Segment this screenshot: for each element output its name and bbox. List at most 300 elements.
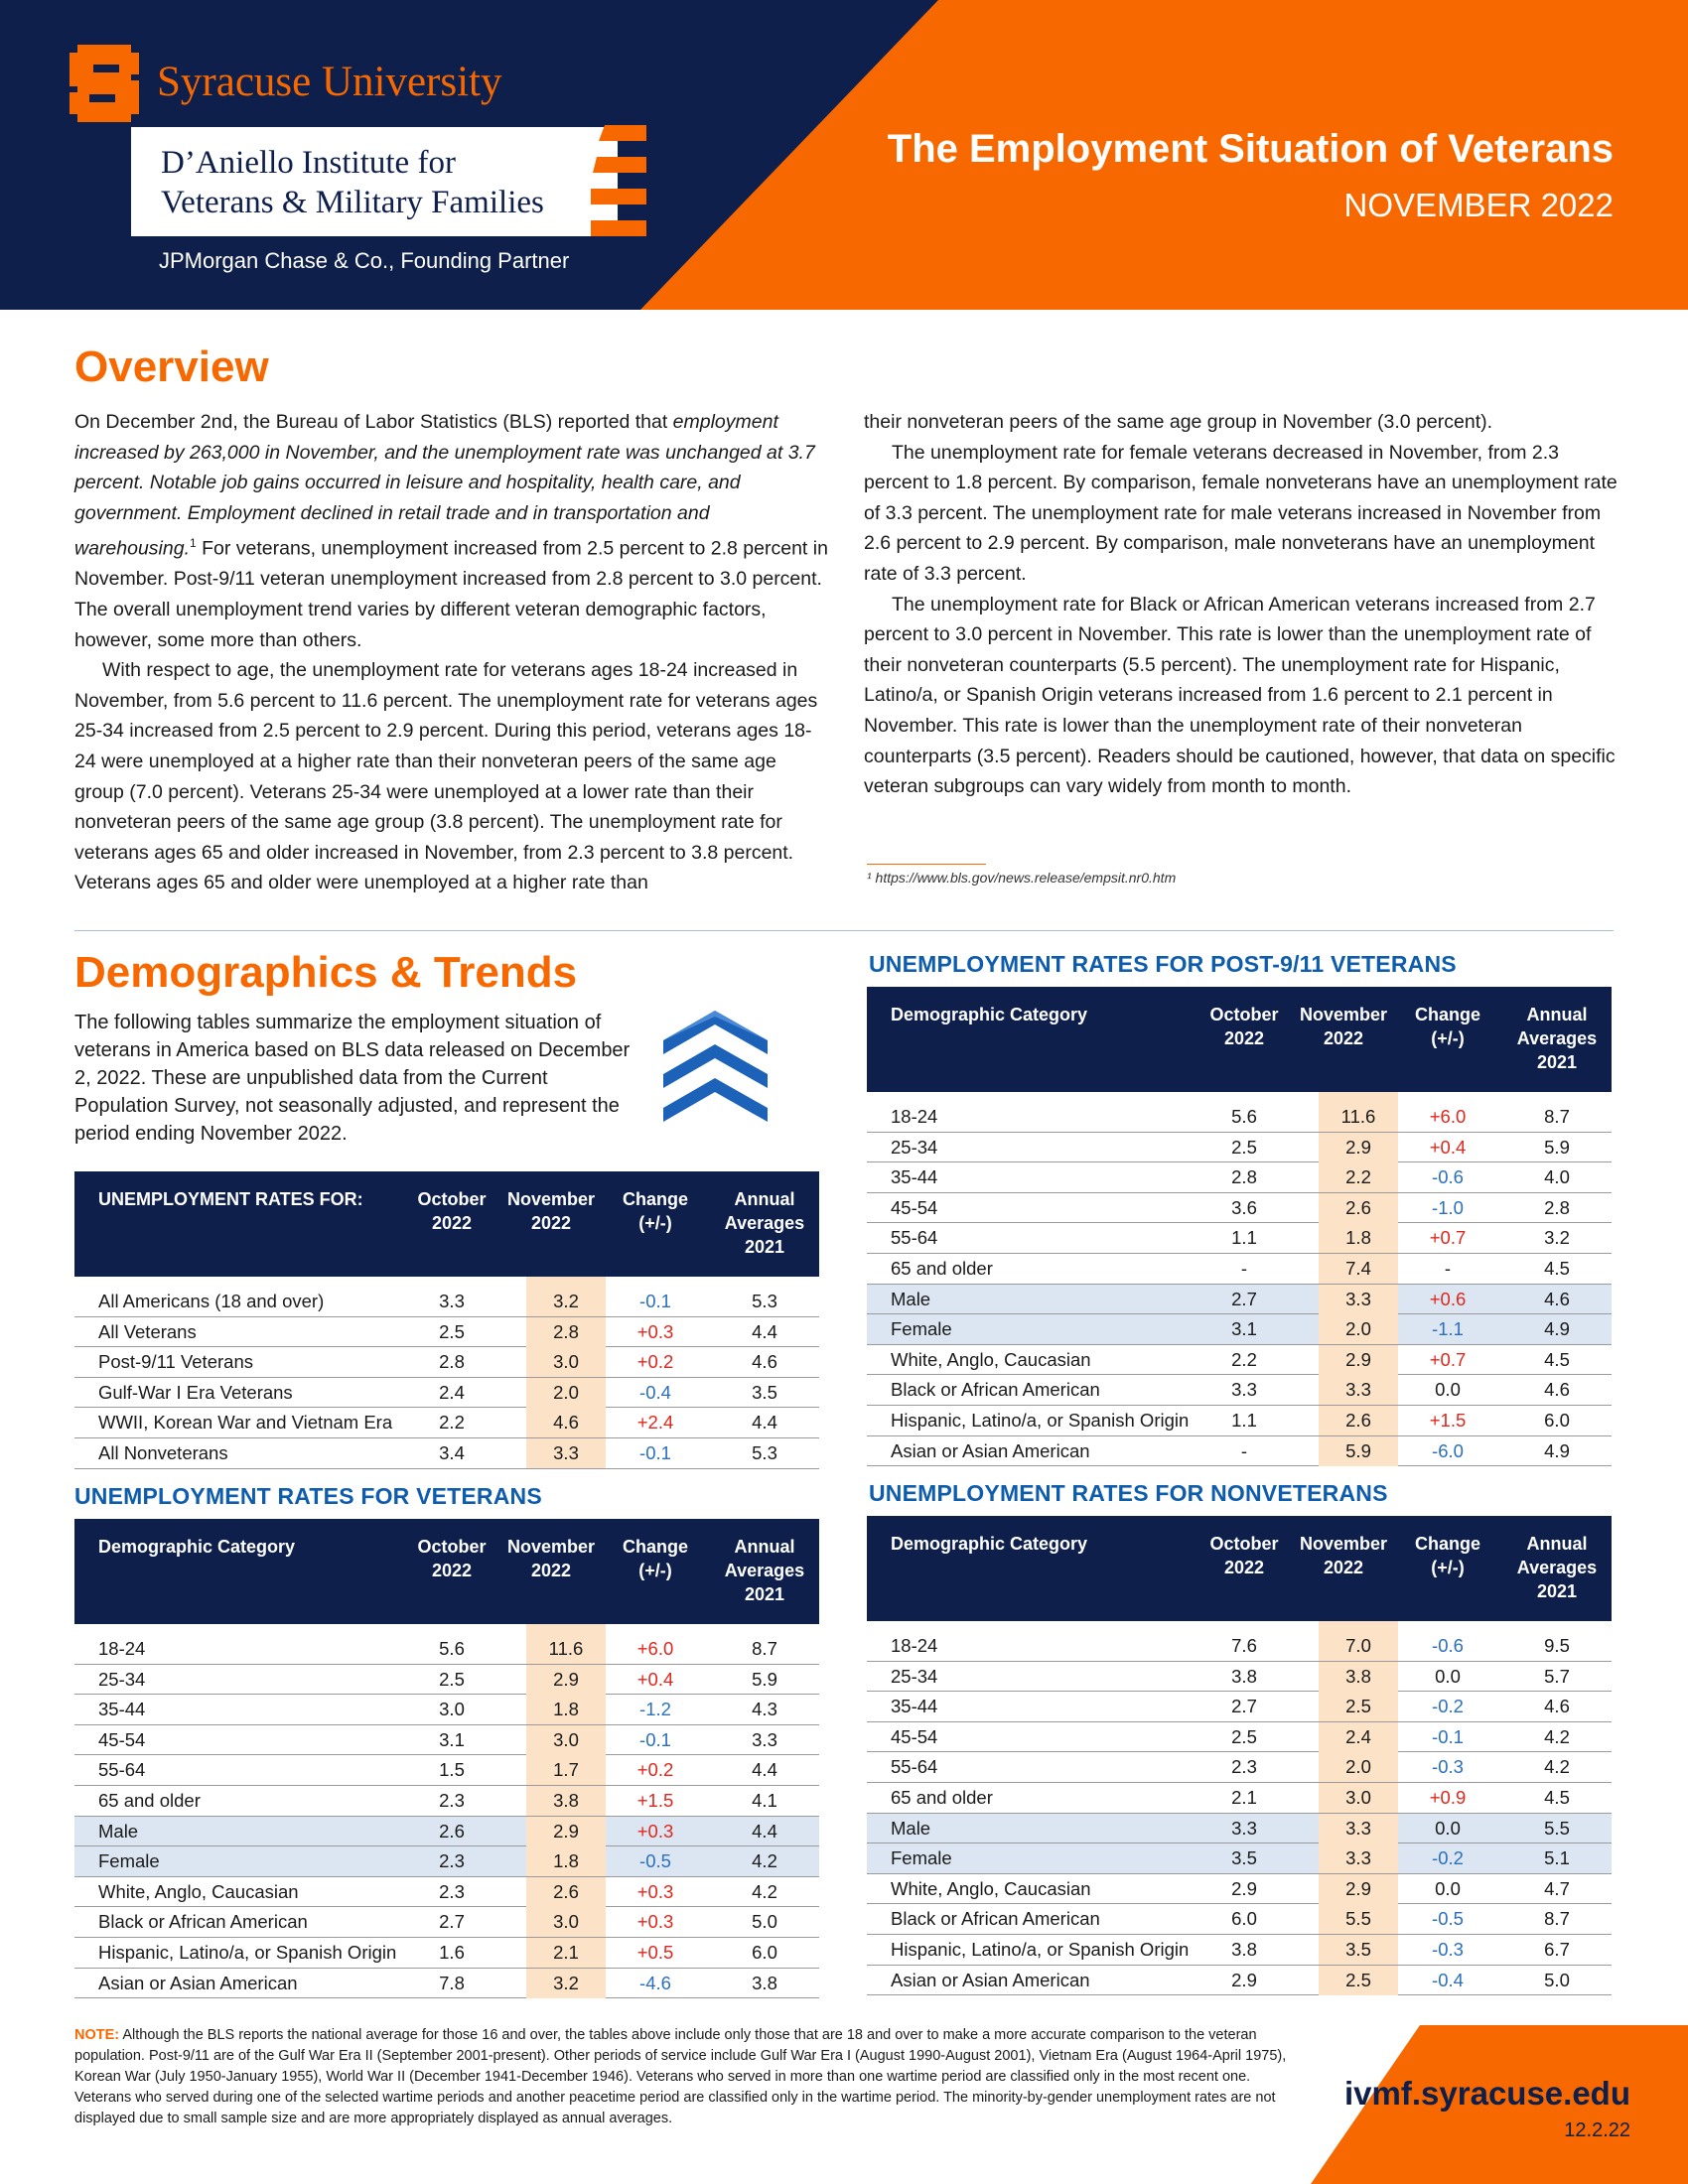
november-cell: 2.0 (526, 1378, 606, 1408)
annual-average-cell: 2.8 (1544, 1196, 1570, 1218)
column-header (891, 1532, 1087, 1556)
change-cell: -4.6 (639, 1972, 671, 1993)
november-cell: 7.0 (1319, 1631, 1398, 1661)
category-cell: Black or African American (98, 1911, 308, 1933)
column-header-line: October (417, 1537, 487, 1557)
column-header-line: November (1299, 1005, 1388, 1024)
highlight-cell (1319, 1621, 1398, 1631)
table-row (74, 1725, 819, 1756)
category-cell: Hispanic, Latino/a, or Spanish Origin (891, 1409, 1190, 1431)
category-cell: All Veterans (98, 1320, 197, 1342)
october-cell: 3.8 (1231, 1665, 1257, 1687)
change-cell: -0.1 (1432, 1725, 1464, 1747)
annual-average-cell: 4.1 (752, 1789, 777, 1811)
column-header (710, 1187, 819, 1259)
change-cell: -0.5 (639, 1850, 671, 1872)
october-cell: 2.7 (1231, 1288, 1257, 1309)
university-name: Syracuse University (157, 59, 502, 105)
institute-stripes-icon (591, 125, 646, 238)
november-cell: 3.8 (1319, 1662, 1398, 1692)
change-cell: - (1444, 1257, 1452, 1279)
category-cell: 55-64 (891, 1227, 938, 1249)
category-cell: 25-34 (98, 1668, 146, 1690)
annual-average-cell: 5.9 (1544, 1136, 1570, 1158)
column-header-line: Change (622, 1537, 688, 1557)
table-row (867, 1722, 1612, 1753)
change-cell: +0.2 (636, 1351, 674, 1373)
annual-average-cell: 4.4 (752, 1759, 777, 1781)
november-cell: 1.8 (1319, 1223, 1398, 1253)
october-cell: 3.3 (1231, 1817, 1257, 1839)
column-header-line: Demographic Category (98, 1537, 296, 1557)
table-row (74, 1378, 819, 1409)
category-cell: 35-44 (891, 1696, 938, 1717)
change-cell: -0.3 (1432, 1938, 1464, 1960)
overview-right-column (864, 407, 1618, 802)
overview-paragraph: With respect to age, the unemployment rate for veterans ages 18-24 increased in November, from 5.6 percent to 11.6 percent. The unemployment rate for veterans ages 25-34 increased from 2.5 percent to 2.9 percent. During this period, veterans ages 18-24 were unemployed at a higher rate than their nonveteran peers of the same age group (7.0 percent). Veterans 25-34 were unemployed at a lower rate than their nonveteran peers of the same age group (3.8 percent). The unemployment rate for veterans ages 65 and older increased in November, from 2.3 percent to 3.8 percent. Veterans ages 65 and older were unemployed at a higher rate than (74, 659, 818, 894)
november-cell: 2.1 (526, 1938, 606, 1968)
november-cell: 3.8 (526, 1786, 606, 1816)
november-cell: 3.0 (526, 1347, 606, 1377)
change-cell: +0.4 (636, 1668, 674, 1690)
category-cell: WWII, Korean War and Vietnam Era (98, 1412, 393, 1433)
table-row (74, 1846, 819, 1877)
column-header (1199, 1003, 1289, 1050)
november-cell: 3.3 (1319, 1285, 1398, 1314)
column-header (891, 1003, 1087, 1026)
category-cell: Hispanic, Latino/a, or Spanish Origin (98, 1941, 397, 1963)
highlight-cell (526, 1277, 606, 1287)
october-cell: 3.0 (439, 1699, 465, 1720)
october-cell: 5.6 (1231, 1106, 1257, 1127)
overview-paragraph: The unemployment rate for female veterans decreased in November, from 2.3 percent to 1.8 percent. By comparison, female nonveterans have an unemployment rate of 3.3 percent. The unemployment rate for male veterans increased in November from 2.6 percent to 2.9 percent. By comparison, male nonveterans have an unemployment rate of 3.3 percent. (864, 441, 1618, 585)
table-row (867, 1375, 1612, 1406)
november-cell: 2.9 (1319, 1133, 1398, 1162)
column-header-line: Demographic Category (891, 1534, 1088, 1554)
october-cell: 2.8 (1231, 1166, 1257, 1188)
footnote-divider (867, 864, 986, 865)
table-row (867, 1814, 1612, 1844)
overview-left-column (74, 407, 829, 898)
publication-date: 12.2.22 (1564, 2119, 1630, 2141)
table-row (867, 1692, 1612, 1722)
category-cell: Gulf-War I Era Veterans (98, 1381, 293, 1403)
category-cell: Male (891, 1817, 931, 1839)
change-cell: -0.1 (639, 1291, 671, 1311)
overview-text: For veterans, unemployment increased from 2.5 percent to 2.8 percent in November. Post-9/11 veteran unemployment increased from 2.8 percent to 3.0 percent. The overall unemployment trend varies by different veteran demographic factors, however, some more than others. (74, 537, 828, 651)
overview-paragraph: their nonveteran peers of the same age group in November (3.0 percent). (864, 411, 1493, 433)
column-header-line: 2022 (1323, 1558, 1364, 1577)
column-header-line: Change (622, 1189, 688, 1209)
november-cell: 7.4 (1319, 1254, 1398, 1284)
report-date: NOVEMBER 2022 (1343, 187, 1614, 223)
change-cell: -0.1 (639, 1441, 671, 1463)
november-cell: 3.3 (1319, 1843, 1398, 1873)
change-cell: -0.3 (1432, 1756, 1464, 1778)
november-cell: 3.0 (526, 1907, 606, 1937)
november-cell: 1.8 (526, 1846, 606, 1876)
october-cell: 2.5 (439, 1668, 465, 1690)
column-header-line: October (1209, 1534, 1279, 1554)
table-row (74, 1695, 819, 1725)
annual-average-cell: 4.5 (1544, 1348, 1570, 1370)
november-cell: 2.8 (526, 1317, 606, 1347)
column-header-line: Averages (1516, 1558, 1598, 1577)
october-cell: 7.8 (439, 1972, 465, 1993)
annual-average-cell: 4.9 (1544, 1318, 1570, 1340)
column-header (1398, 1532, 1497, 1579)
column-header-line: (+/-) (1431, 1028, 1465, 1048)
column-header (98, 1187, 363, 1211)
change-cell: +0.6 (1429, 1288, 1467, 1309)
change-cell: +0.2 (636, 1759, 674, 1781)
category-cell: 35-44 (891, 1166, 938, 1188)
table-row (867, 1285, 1612, 1315)
column-header-line: 2021 (744, 1584, 785, 1604)
category-cell: 65 and older (891, 1257, 993, 1279)
table-row (74, 1817, 819, 1847)
change-cell: +0.3 (636, 1320, 674, 1342)
category-cell: Asian or Asian American (98, 1972, 298, 1993)
column-header-line: 2021 (1536, 1581, 1578, 1601)
november-cell: 2.6 (1319, 1193, 1398, 1223)
column-header-line: Demographic Category (891, 1005, 1088, 1024)
table-spacer (867, 1621, 1612, 1631)
annual-average-cell: 4.2 (1544, 1725, 1570, 1747)
column-header (496, 1535, 606, 1582)
november-cell: 3.5 (1319, 1935, 1398, 1965)
november-cell: 2.9 (1319, 1874, 1398, 1904)
change-cell: 0.0 (1435, 1817, 1461, 1839)
nonveterans-unemployment-table (867, 1516, 1612, 1995)
category-cell: Female (891, 1318, 952, 1340)
change-cell: +0.9 (1429, 1786, 1467, 1808)
annual-average-cell: 5.0 (1544, 1969, 1570, 1990)
november-cell: 3.3 (1319, 1375, 1398, 1405)
category-cell: White, Anglo, Caucasian (891, 1877, 1091, 1899)
column-header-line: Averages (1516, 1028, 1598, 1048)
category-cell: Hispanic, Latino/a, or Spanish Origin (891, 1938, 1190, 1960)
column-header (1502, 1003, 1612, 1074)
october-cell: 2.1 (1231, 1786, 1257, 1808)
table-row (74, 1438, 819, 1469)
october-cell: 3.8 (1231, 1938, 1257, 1960)
footnote-ref: 1 (190, 536, 197, 551)
table-row (867, 1874, 1612, 1905)
november-cell: 1.7 (526, 1755, 606, 1785)
table-row (74, 1408, 819, 1438)
change-cell: -1.0 (1432, 1196, 1464, 1218)
annual-average-cell: 5.0 (752, 1911, 777, 1933)
annual-average-cell: 4.7 (1544, 1877, 1570, 1899)
summary-unemployment-table (74, 1171, 819, 1469)
category-cell: Female (891, 1847, 952, 1869)
category-cell: 55-64 (98, 1759, 146, 1781)
category-cell: Asian or Asian American (891, 1439, 1090, 1461)
column-header-line: October (417, 1189, 487, 1209)
table-row (74, 1877, 819, 1908)
change-cell: -6.0 (1432, 1439, 1464, 1461)
table-row (74, 1907, 819, 1938)
column-header (606, 1535, 705, 1582)
change-cell: -0.4 (1432, 1969, 1464, 1990)
table-row (74, 1938, 819, 1969)
table-row (867, 1162, 1612, 1193)
table-body (74, 1277, 819, 1469)
table-row (867, 1843, 1612, 1874)
october-cell: 3.1 (439, 1728, 465, 1750)
november-cell: 3.3 (1319, 1814, 1398, 1843)
column-header-line: Change (1414, 1005, 1480, 1024)
october-cell: 1.1 (1231, 1409, 1257, 1431)
october-cell: 2.3 (439, 1789, 465, 1811)
annual-average-cell: 4.6 (752, 1351, 777, 1373)
chevron-up-icon (663, 1011, 768, 1135)
table-row (867, 1314, 1612, 1345)
table-row (74, 1634, 819, 1665)
overview-italic-text: employment increased by 263,000 in November, and the unemployment rate was unchanged at 3.7 percent. Notable job gains occurred in leisure and hospitality, health care, and government. Employment declined in retail trade and in transportation and warehousing. (74, 411, 815, 560)
column-header (1398, 1003, 1497, 1050)
october-cell: 5.6 (439, 1638, 465, 1659)
october-cell: 2.5 (1231, 1136, 1257, 1158)
november-cell: 2.9 (526, 1817, 606, 1846)
annual-average-cell: 5.5 (1544, 1817, 1570, 1839)
overview-text: On December 2nd, the Bureau of Labor Statistics (BLS) reported that (74, 411, 673, 433)
change-cell: -0.4 (639, 1381, 671, 1403)
highlight-cell (526, 1624, 606, 1634)
institute-logo-box (131, 127, 618, 236)
table-row (867, 1752, 1612, 1783)
category-cell: 45-54 (891, 1196, 938, 1218)
october-cell: 3.1 (1231, 1318, 1257, 1340)
annual-average-cell: 6.7 (1544, 1938, 1570, 1960)
table-row (867, 1254, 1612, 1285)
column-header-line: (+/-) (638, 1213, 672, 1233)
note-label: NOTE: (74, 2027, 120, 2043)
table-row (867, 1133, 1612, 1163)
change-cell: -0.5 (1432, 1908, 1464, 1930)
category-cell: Male (98, 1820, 139, 1842)
change-cell: -1.2 (639, 1699, 671, 1720)
column-header (407, 1535, 496, 1582)
november-cell: 5.5 (1319, 1904, 1398, 1934)
column-header-line: November (506, 1189, 596, 1209)
table-row (867, 1966, 1612, 1996)
table-row (867, 1935, 1612, 1966)
table-row (867, 1345, 1612, 1376)
report-title: The Employment Situation of Veterans (887, 127, 1614, 171)
table-spacer (74, 1624, 819, 1634)
november-cell: 3.0 (1319, 1783, 1398, 1813)
change-cell: +0.3 (636, 1880, 674, 1902)
table-row (867, 1662, 1612, 1693)
post911-unemployment-table (867, 987, 1612, 1466)
column-header (496, 1187, 606, 1235)
table-body (867, 1092, 1612, 1466)
column-header-line: October (1209, 1005, 1279, 1024)
table-row (74, 1287, 819, 1317)
table-row (867, 1223, 1612, 1254)
table-row (74, 1755, 819, 1786)
column-header (710, 1535, 819, 1606)
column-header-line: 2022 (1223, 1028, 1265, 1048)
change-cell: -0.1 (639, 1728, 671, 1750)
annual-average-cell: 4.4 (752, 1320, 777, 1342)
category-cell: 45-54 (891, 1725, 938, 1747)
annual-average-cell: 4.6 (1544, 1379, 1570, 1401)
annual-average-cell: 5.1 (1544, 1847, 1570, 1869)
annual-average-cell: 3.8 (752, 1972, 777, 1993)
november-cell: 2.6 (1319, 1406, 1398, 1435)
veterans-unemployment-table (74, 1519, 819, 1998)
category-cell: Black or African American (891, 1908, 1100, 1930)
change-cell: 0.0 (1435, 1665, 1461, 1687)
annual-average-cell: 4.2 (752, 1880, 777, 1902)
change-cell: -0.2 (1432, 1847, 1464, 1869)
change-cell: -0.6 (1432, 1635, 1464, 1656)
change-cell: 0.0 (1435, 1877, 1461, 1899)
change-cell: +0.3 (636, 1911, 674, 1933)
category-cell: White, Anglo, Caucasian (98, 1880, 299, 1902)
annual-average-cell: 6.0 (1544, 1409, 1570, 1431)
column-header-line: (+/-) (1431, 1558, 1465, 1577)
column-header-line: Change (1414, 1534, 1480, 1554)
annual-average-cell: 5.9 (752, 1668, 777, 1690)
annual-average-cell: 4.0 (1544, 1166, 1570, 1188)
november-cell: 2.2 (1319, 1162, 1398, 1192)
change-cell: +1.5 (1429, 1409, 1467, 1431)
column-header-line: 2022 (530, 1213, 572, 1233)
november-cell: 3.2 (526, 1969, 606, 1998)
october-cell: 6.0 (1231, 1908, 1257, 1930)
table-row (867, 1193, 1612, 1224)
institute-name (161, 143, 544, 222)
table-row (867, 1436, 1612, 1467)
category-cell: Black or African American (891, 1379, 1100, 1401)
column-header-line: 2022 (530, 1561, 572, 1580)
category-cell: Female (98, 1850, 160, 1872)
october-cell: 2.8 (439, 1351, 465, 1373)
annual-average-cell: 5.7 (1544, 1665, 1570, 1687)
change-cell: 0.0 (1435, 1379, 1461, 1401)
november-cell: 11.6 (526, 1634, 606, 1664)
table-row (74, 1786, 819, 1817)
table-body (74, 1624, 819, 1998)
october-cell: 2.5 (439, 1320, 465, 1342)
column-header-line: (+/-) (638, 1561, 672, 1580)
note-text: Although the BLS reports the national average for those 16 and over, the tables above include only those that are 18 and over to make a more accurate comparison to the veteran population. Post-9/11 are of the Gulf War Era II (September 2001-present). Other periods of service include Gulf War Era I (August 1990-August 2001), Vietnam Era (August 1964-April 1975), Korean War (July 1950-January 1955), World War II (December 1941-December 1946). Veterans who served in more than one wartime period are classified only in the most recent one. Veterans who served during one of the selected wartime periods and another peacetime period are classified only in the wartime period. The minority-by-gender unemployment rates are not displayed due to small sample size and are more appropriately displayed as annual averages. (74, 2027, 1287, 2126)
section-divider (74, 930, 1614, 931)
october-cell: 3.3 (1231, 1379, 1257, 1401)
column-header-line: 2022 (1223, 1558, 1265, 1577)
november-cell: 5.9 (1319, 1436, 1398, 1466)
change-cell: -0.2 (1432, 1696, 1464, 1717)
change-cell: +0.7 (1429, 1227, 1467, 1249)
category-cell: 65 and older (98, 1789, 201, 1811)
column-header (1199, 1532, 1289, 1579)
november-cell: 2.5 (1319, 1692, 1398, 1721)
nonveterans-table-title: UNEMPLOYMENT RATES FOR NONVETERANS (869, 1480, 1388, 1506)
november-cell: 2.9 (1319, 1345, 1398, 1375)
column-header-line: Annual (734, 1189, 795, 1209)
november-cell: 1.8 (526, 1695, 606, 1724)
institute-name-line2: Veterans & Military Families (161, 185, 544, 220)
category-cell: 18-24 (891, 1635, 938, 1656)
annual-average-cell: 4.5 (1544, 1257, 1570, 1279)
category-cell: White, Anglo, Caucasian (891, 1348, 1091, 1370)
table-header (74, 1519, 819, 1624)
category-cell: 25-34 (891, 1136, 938, 1158)
column-header-line: 2022 (431, 1213, 473, 1233)
table-row (867, 1783, 1612, 1814)
table-row (867, 1904, 1612, 1935)
october-cell: 2.5 (1231, 1725, 1257, 1747)
demographics-heading: Demographics & Trends (74, 948, 578, 997)
november-cell: 3.3 (526, 1438, 606, 1468)
column-header-line: 2021 (744, 1237, 785, 1257)
october-cell: 1.5 (439, 1759, 465, 1781)
founding-partner: JPMorgan Chase & Co., Founding Partner (159, 248, 570, 273)
table-body (867, 1621, 1612, 1995)
category-cell: 25-34 (891, 1665, 938, 1687)
annual-average-cell: 8.7 (1544, 1106, 1570, 1127)
highlight-cell (1319, 1092, 1398, 1102)
change-cell: -1.1 (1432, 1318, 1464, 1340)
october-cell: 3.6 (1231, 1196, 1257, 1218)
change-cell: +0.3 (636, 1820, 674, 1842)
category-cell: All Nonveterans (98, 1441, 228, 1463)
change-cell: +0.5 (636, 1941, 674, 1963)
annual-average-cell: 9.5 (1544, 1635, 1570, 1656)
annual-average-cell: 3.5 (752, 1381, 777, 1403)
october-cell: 2.2 (1231, 1348, 1257, 1370)
column-header-line: Averages (724, 1213, 805, 1233)
november-cell: 4.6 (526, 1408, 606, 1437)
post911-table-title: UNEMPLOYMENT RATES FOR POST-9/11 VETERANS (869, 951, 1457, 977)
october-cell: 2.6 (439, 1820, 465, 1842)
column-header-line: Annual (1526, 1534, 1588, 1554)
column-header-line: Annual (1526, 1005, 1588, 1024)
october-cell: 3.3 (439, 1291, 465, 1311)
syracuse-s-logo-icon (70, 45, 139, 122)
website-link[interactable]: ivmf.syracuse.edu (1344, 2075, 1630, 2112)
category-cell: 55-64 (891, 1756, 938, 1778)
table-row (74, 1969, 819, 1999)
annual-average-cell: 4.5 (1544, 1786, 1570, 1808)
table-spacer (74, 1277, 819, 1287)
october-cell: 1.1 (1231, 1227, 1257, 1249)
methodology-note (74, 2025, 1306, 2129)
category-cell: 18-24 (891, 1106, 938, 1127)
october-cell: - (1240, 1257, 1248, 1279)
november-cell: 11.6 (1319, 1102, 1398, 1132)
category-cell: All Americans (18 and over) (98, 1291, 325, 1311)
table-row (867, 1631, 1612, 1662)
october-cell: 3.4 (439, 1441, 465, 1463)
column-header-line: Averages (724, 1561, 805, 1580)
november-cell: 2.6 (526, 1877, 606, 1907)
november-cell: 3.2 (526, 1287, 606, 1316)
column-header (606, 1187, 705, 1235)
change-cell: -0.6 (1432, 1166, 1464, 1188)
table-row (867, 1102, 1612, 1133)
annual-average-cell: 4.4 (752, 1412, 777, 1433)
november-cell: 2.0 (1319, 1752, 1398, 1782)
change-cell: +0.4 (1429, 1136, 1467, 1158)
column-header-line: 2022 (431, 1561, 473, 1580)
october-cell: 2.9 (1231, 1877, 1257, 1899)
annual-average-cell: 5.3 (752, 1291, 777, 1311)
